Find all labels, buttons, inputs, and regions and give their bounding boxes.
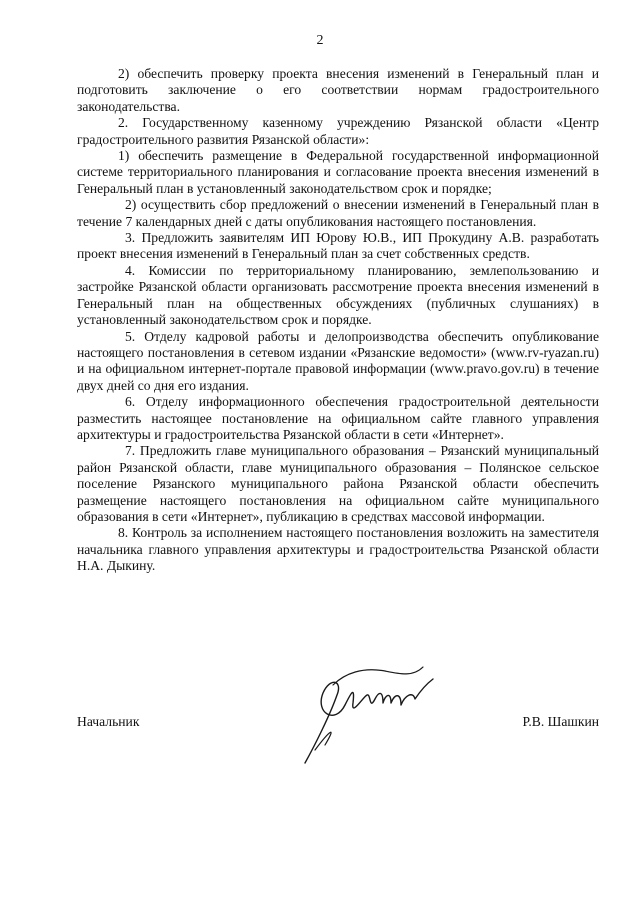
- paragraph-7: 5. Отделу кадровой работы и делопроизводства обеспечить опубликование настоящего постановления в сетевом издании «Рязанские ведомости» (www.rv-ryazan.ru) и на официальном интернет-портале правовой информации (www.pravo.gov.ru) в течение двух дней со дня его издания.: [77, 328, 599, 393]
- paragraph-1: 2) обеспечить проверку проекта внесения изменений в Генеральный план и подготовить заключение о его соответствии нормам градостроительного законодательства.: [77, 66, 599, 114]
- paragraph-10: 8. Контроль за исполнением настоящего постановления возложить на заместителя начальника главного управления архитектуры и градостроительства Рязанской области Н.А. Дыкину.: [77, 525, 599, 574]
- paragraph-6: 4. Комиссии по территориальному планированию, землепользованию и застройке Рязанской области организовать рассмотрение проекта внесения изменений в Генеральный план на общественных обсуждениях (публичных слушаниях) в установленный законодательством срок и порядке.: [77, 262, 599, 328]
- paragraph-5: 3. Предложить заявителям ИП Юрову Ю.В., ИП Прокудину А.В. разработать проект внесения изменений в Генеральный план за счет собственных средств.: [77, 230, 599, 262]
- page-number: 2: [316, 33, 324, 48]
- paragraph-8: 6. Отделу информационного обеспечения градостроительной деятельности разместить настоящее постановление на официальном сайте главного управления архитектуры и градостроительства Рязанской области в сети «Интернет».: [77, 394, 599, 442]
- document-body: [77, 66, 599, 575]
- paragraph-2: 2. Государственному казенному учреждению Рязанской области «Центр градостроительного развития Рязанской области»:: [77, 115, 599, 147]
- signatory-title: Начальник: [77, 714, 140, 729]
- paragraph-4: 2) осуществить сбор предложений о внесении изменений в Генеральный план в течение 7 календарных дней с даты опубликования настоящего постановления.: [77, 197, 599, 229]
- paragraph-3: 1) обеспечить размещение в Федеральной государственной информационной системе территориального планирования и согласование проекта внесения изменений в Генеральный план в установленный законодательством срок и порядке;: [77, 148, 599, 196]
- handwritten-signature: [275, 655, 445, 775]
- paragraph-9: 7. Предложить главе муниципального образования – Рязанский муниципальный район Рязанской области, главе муниципального образования – Полянское сельское поселение Рязанского муниципального района Рязанской области обеспечить размещение настоящего постановления на официальном сайте муниципального образования в сети «Интернет», публикацию в средствах массовой информации.: [77, 443, 599, 524]
- signatory-name: Р.В. Шашкин: [522, 714, 599, 729]
